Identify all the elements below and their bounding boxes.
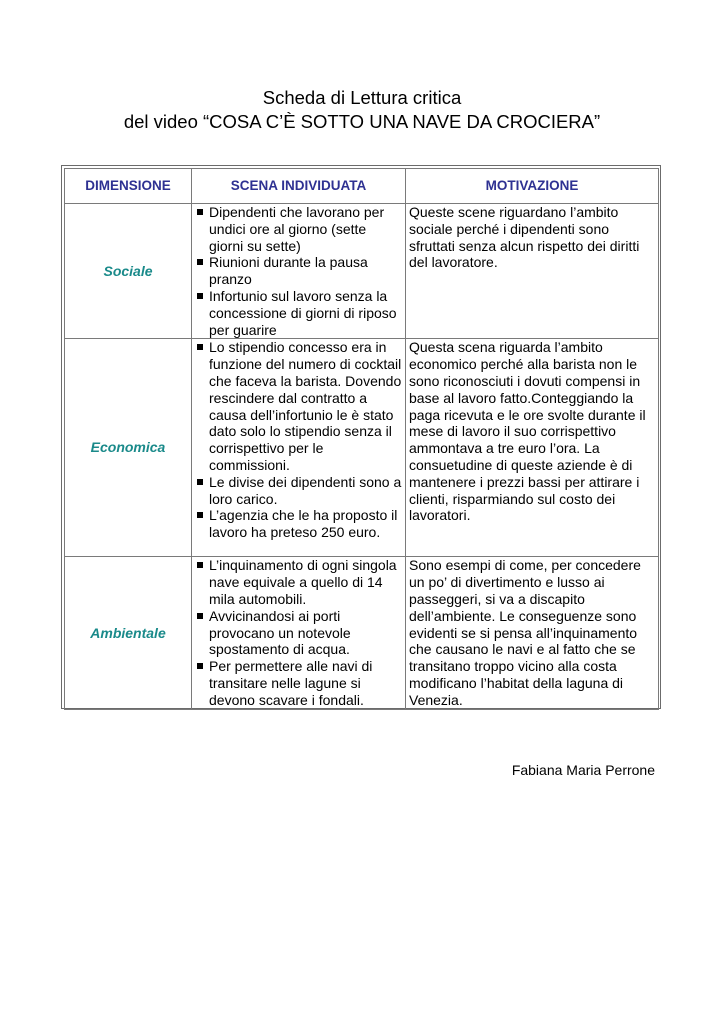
- scene-cell: [192, 557, 406, 709]
- table-header-row: [65, 169, 659, 204]
- scene-item: Per permettere alle navi di transitare nelle lagune si devono scavare i fondali.: [195, 658, 402, 708]
- motivation-cell: Questa scena riguarda l’ambito economico perché alla barista non le sono riconosciuti i dovuti compensi in base al lavoro fatto.Conteggiando la paga ricevuta e le ore svolte durante il mese di lavoro il suo corrispettivo ammontava a tre euro l’ora. La consuetudine di queste aziende è di mantenere i prezzi bassi per attirare i clienti, risparmiando sul costo dei lavoratori.: [406, 339, 659, 557]
- table-row-sociale: [65, 204, 659, 339]
- scene-item: Avvicinandosi ai porti provocano un notevole spostamento di acqua.: [195, 608, 402, 658]
- dimension-cell: Economica: [65, 339, 192, 557]
- scene-cell: [192, 339, 406, 557]
- column-header-dimension: DIMENSIONE: [65, 169, 192, 204]
- document-subtitle: del video “COSA C’È SOTTO UNA NAVE DA CROCIERA”: [123, 111, 601, 132]
- scene-cell: [192, 204, 406, 339]
- scene-item: Dipendenti che lavorano per undici ore al giorno (sette giorni su sette): [195, 204, 402, 254]
- scene-item: Infortunio sul lavoro senza la concessione di giorni di riposo per guarire: [195, 288, 402, 338]
- dimension-cell: Ambientale: [65, 557, 192, 709]
- scene-item: Le divise dei dipendenti sono a loro carico.: [195, 474, 402, 508]
- scene-item: Riunioni durante la pausa pranzo: [195, 254, 402, 288]
- dimension-cell: Sociale: [65, 204, 192, 339]
- table-row-ambientale: [65, 557, 659, 709]
- table-row-economica: [65, 339, 659, 557]
- motivation-cell: Sono esempi di come, per concedere un po’ di divertimento e lusso ai passeggeri, si va a discapito dell’ambiente. Le conseguenze sono evidenti se si pensa all’inquinamento che causano le navi e al fatto che se transitano troppo vicino alla costa modificano l’habitat della laguna di Venezia.: [406, 557, 659, 709]
- scene-item: L’agenzia che le ha proposto il lavoro ha preteso 250 euro.: [195, 507, 402, 541]
- scene-list: [195, 204, 402, 338]
- scene-item: Lo stipendio concesso era in funzione del numero di cocktail che faceva la barista. Dovendo rescindere dal contratto a causa dell’infortunio le è stato dato solo lo stipendio senza il corrispettivo per le commissioni.: [195, 339, 402, 473]
- reading-table: [61, 165, 661, 709]
- author-name: Fabiana Maria Perrone: [511, 762, 655, 778]
- column-header-scene: SCENA INDIVIDUATA: [192, 169, 406, 204]
- motivation-cell: Queste scene riguardano l’ambito sociale perché i dipendenti sono sfruttati senza alcun rispetto dei diritti del lavoratore.: [406, 204, 659, 339]
- document-title: Scheda di Lettura critica: [262, 87, 462, 108]
- column-header-motivation: MOTIVAZIONE: [406, 169, 659, 204]
- scene-list: [195, 339, 402, 541]
- scene-list: [195, 557, 402, 708]
- scene-item: L’inquinamento di ogni singola nave equivale a quello di 14 mila automobili.: [195, 557, 402, 607]
